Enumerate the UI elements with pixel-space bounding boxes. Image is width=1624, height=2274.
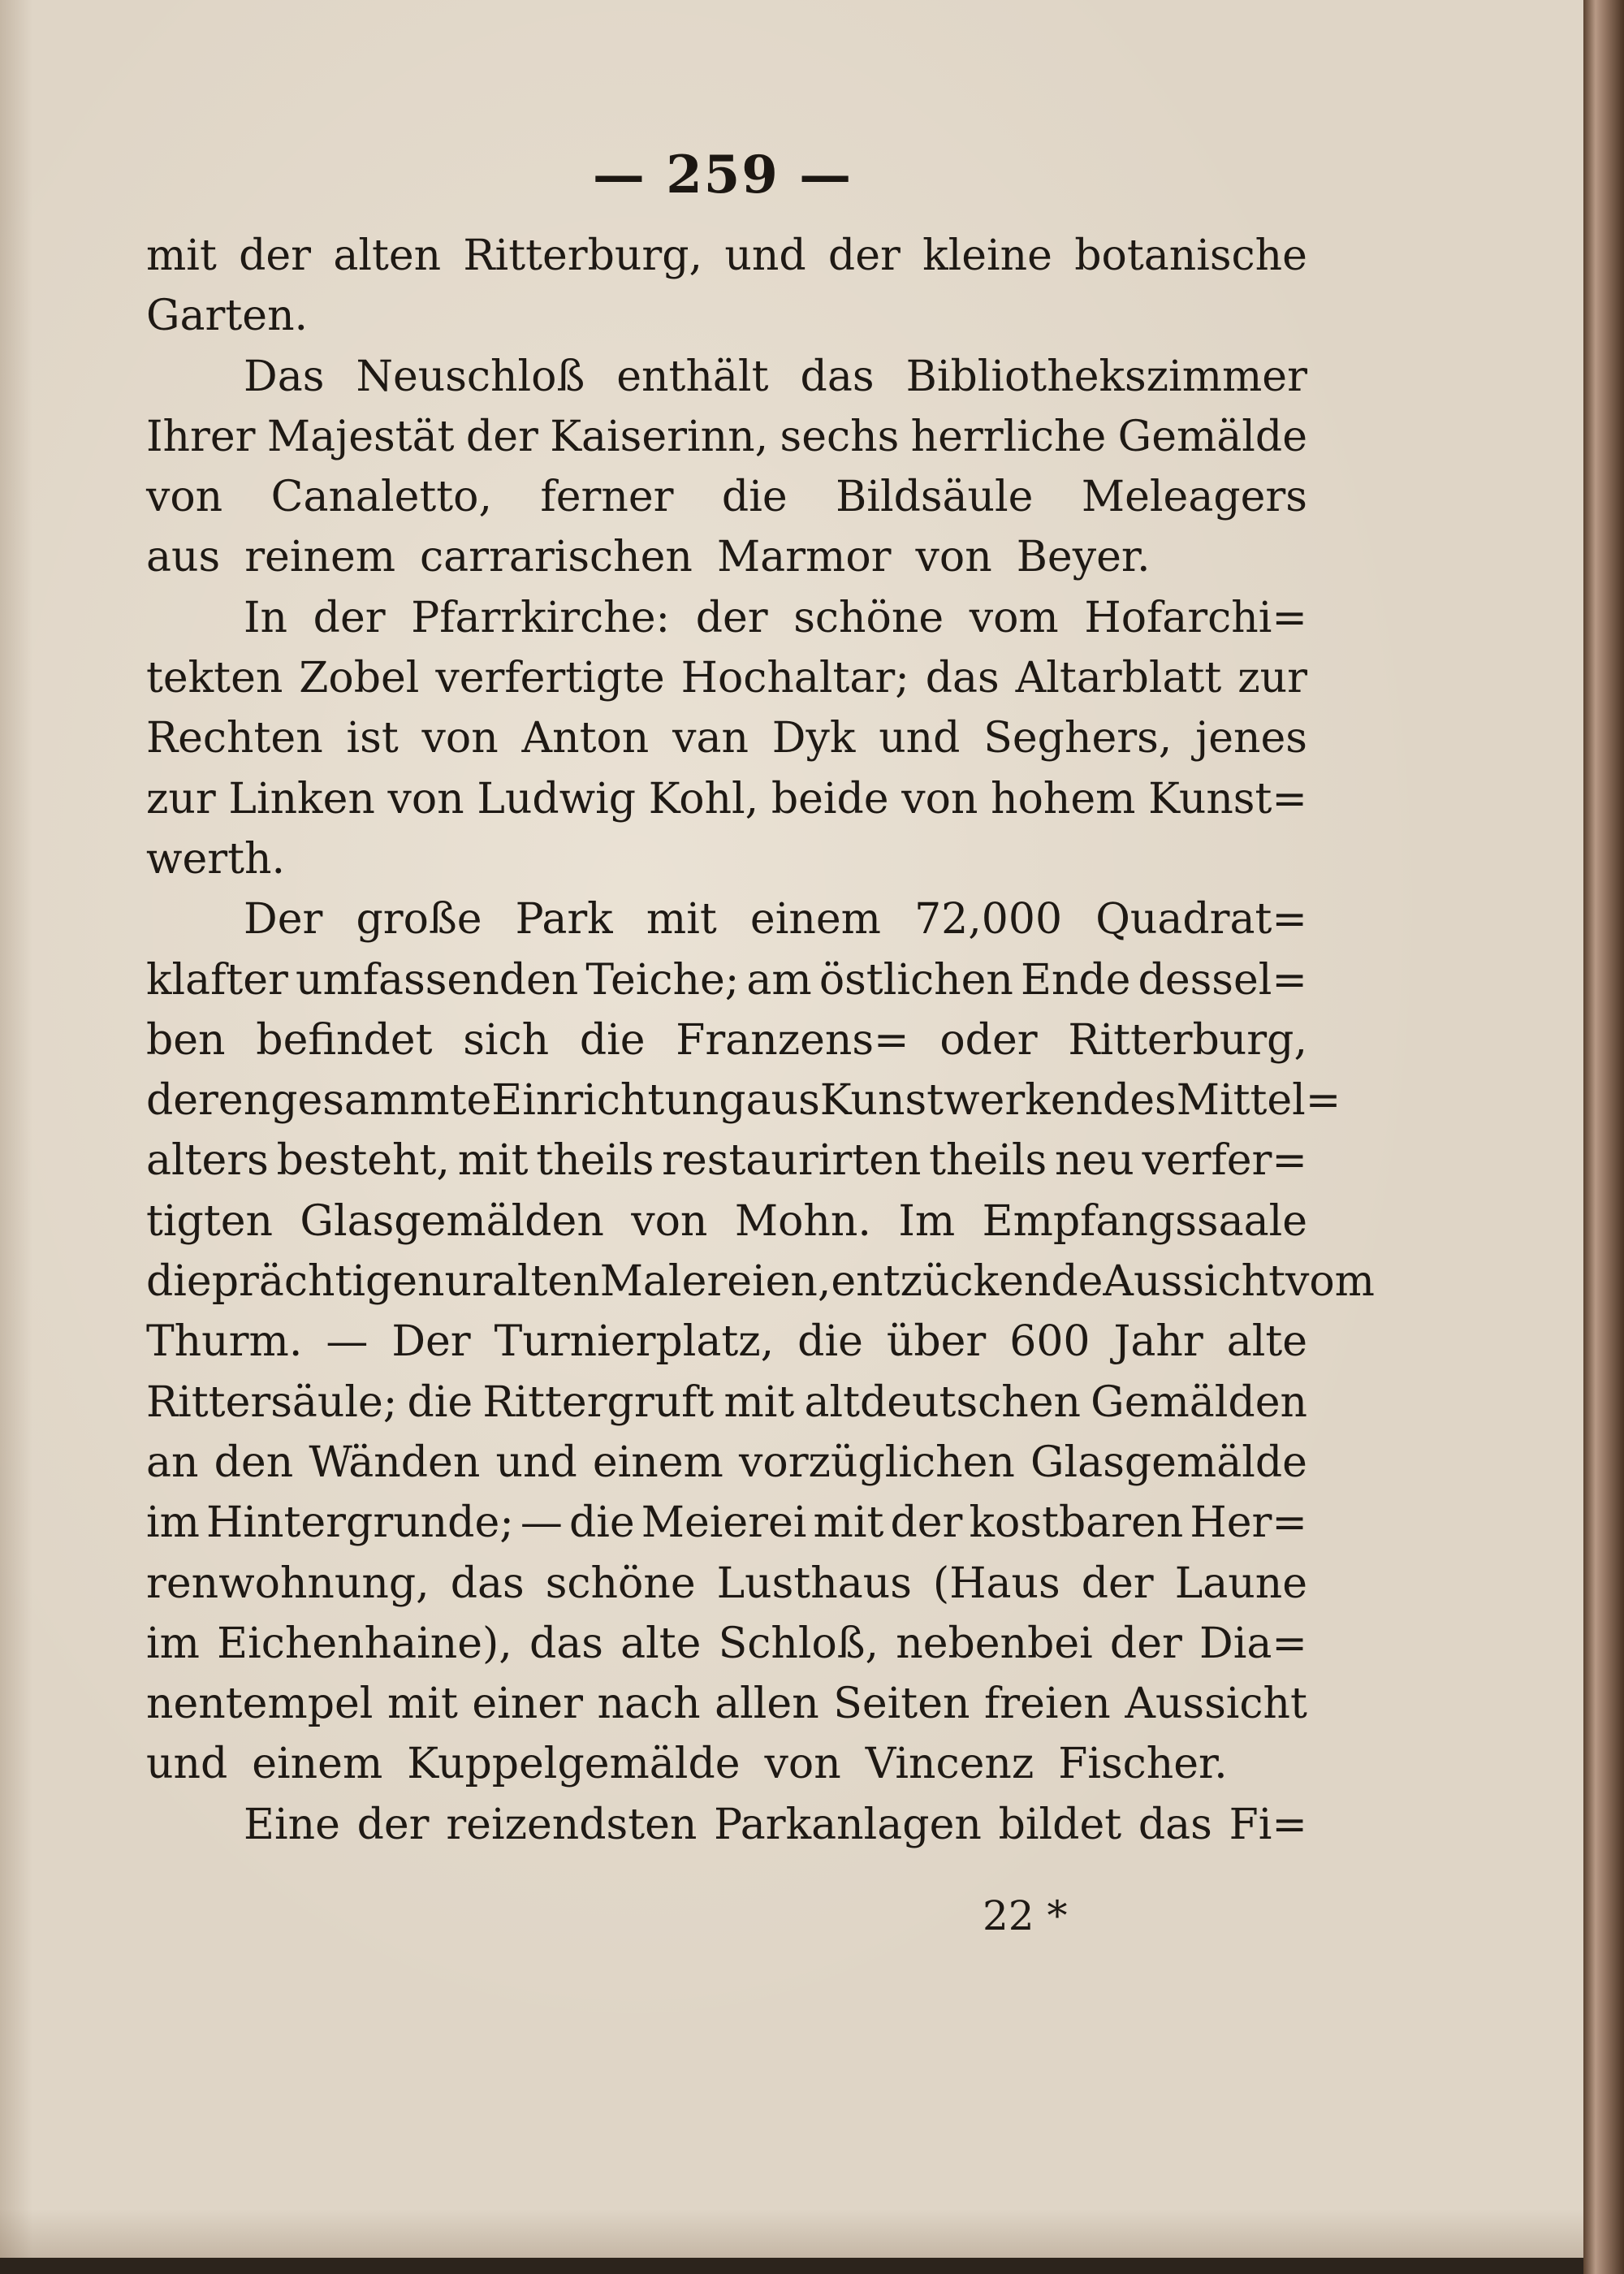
- word: das: [800, 352, 875, 401]
- word: carrarischen: [420, 533, 693, 582]
- word: Der: [391, 1317, 471, 1367]
- word: Franzens=: [676, 1015, 909, 1065]
- text-line: [146, 1252, 1375, 1312]
- page-edge: [1583, 0, 1624, 2274]
- word: Vincenz: [865, 1740, 1034, 1789]
- word: Beyer.: [1016, 533, 1151, 582]
- word: zur: [146, 774, 216, 824]
- word: das: [450, 1559, 525, 1608]
- word: 600: [1009, 1317, 1091, 1367]
- word: im: [146, 1498, 200, 1548]
- word: von: [915, 533, 992, 582]
- word: über: [886, 1317, 987, 1367]
- word: alters: [146, 1136, 269, 1186]
- word: restaurirten: [662, 1136, 922, 1186]
- text-line: [146, 467, 1307, 527]
- word: nach: [597, 1680, 701, 1729]
- word: im: [146, 1619, 200, 1668]
- text-line: [146, 648, 1307, 708]
- word: theils: [929, 1136, 1047, 1186]
- word: der: [239, 231, 312, 280]
- word: Mittel=: [1176, 1076, 1341, 1126]
- word: bildet: [998, 1800, 1122, 1849]
- word: von: [631, 1196, 708, 1246]
- text-line: [146, 1070, 1341, 1131]
- word: Dia=: [1199, 1619, 1307, 1668]
- word: Das: [244, 352, 325, 401]
- word: klafter: [146, 955, 288, 1005]
- word: sechs: [780, 412, 900, 461]
- word: jenes: [1195, 714, 1307, 763]
- word: Thurm.: [146, 1317, 303, 1367]
- word: vorzüglichen: [739, 1437, 1015, 1487]
- word: einem: [592, 1437, 723, 1487]
- word: die: [146, 1257, 212, 1307]
- body-text: [146, 226, 1375, 1855]
- word: alte: [620, 1619, 702, 1668]
- word: ferner: [540, 473, 674, 522]
- word: besteht,: [276, 1136, 450, 1186]
- word: das: [925, 654, 1000, 703]
- word: Garten.: [146, 292, 309, 341]
- word: von: [387, 774, 464, 824]
- word: nebenbei: [896, 1619, 1093, 1668]
- word: Rechten: [146, 714, 323, 763]
- word: neu: [1054, 1136, 1134, 1186]
- word: ben: [146, 1015, 226, 1065]
- word: vom: [969, 593, 1059, 642]
- word: die: [797, 1317, 863, 1367]
- word: mit: [146, 231, 217, 280]
- word: Ritterburg,: [463, 231, 703, 280]
- word: Canaletto,: [270, 473, 492, 522]
- word: Gemälden: [1091, 1377, 1307, 1427]
- word: an: [146, 1437, 199, 1487]
- word: das: [1138, 1800, 1212, 1849]
- word: und: [495, 1437, 577, 1487]
- word: Pfarrkirche:: [411, 593, 671, 642]
- text-line: [146, 1734, 1307, 1794]
- word: Empfangssaale: [982, 1196, 1307, 1246]
- word: und: [724, 231, 806, 280]
- signature-mark: 22 *: [983, 1892, 1068, 1939]
- word: Aussicht: [1103, 1257, 1285, 1307]
- word: —: [326, 1317, 369, 1367]
- word: Kunst=: [1148, 774, 1307, 824]
- word: vom: [1285, 1257, 1375, 1307]
- word: Linken: [228, 774, 375, 824]
- word: schöne: [793, 593, 944, 642]
- text-line: [146, 347, 1307, 407]
- word: Turnierplatz,: [494, 1317, 775, 1367]
- text-line: [146, 226, 1307, 286]
- word: Ritterburg,: [1068, 1015, 1307, 1065]
- word: Kuppelgemälde: [407, 1740, 741, 1789]
- word: von: [901, 774, 978, 824]
- word: der: [356, 1800, 430, 1849]
- text-line: [146, 407, 1307, 467]
- word: Kunstwerken: [819, 1076, 1103, 1126]
- text-line: [146, 1674, 1307, 1734]
- word: einem: [749, 895, 881, 945]
- word: Parkanlagen: [714, 1800, 982, 1849]
- word: ist: [346, 714, 399, 763]
- word: Im: [898, 1196, 956, 1246]
- word: große: [356, 895, 482, 945]
- word: theils: [536, 1136, 654, 1186]
- word: beide: [771, 774, 889, 824]
- word: Aussicht: [1125, 1680, 1307, 1729]
- word: verfertigte: [435, 654, 665, 703]
- word: deren: [146, 1076, 271, 1126]
- word: von: [764, 1740, 841, 1789]
- word: Seghers,: [983, 714, 1173, 763]
- word: Meleagers: [1081, 473, 1307, 522]
- word: werth.: [146, 834, 286, 884]
- word: Her=: [1190, 1498, 1307, 1548]
- text-line: [146, 829, 1307, 889]
- text-line: [146, 1795, 1307, 1855]
- word: von: [421, 714, 499, 763]
- word: Rittergruft: [482, 1377, 715, 1427]
- word: allen: [715, 1680, 819, 1729]
- word: Altarblatt: [1015, 654, 1222, 703]
- word: der: [465, 412, 538, 461]
- word: botanische: [1074, 231, 1307, 280]
- word: In: [244, 593, 288, 642]
- word: Hintergrunde;: [206, 1498, 514, 1548]
- word: Hochaltar;: [680, 654, 909, 703]
- text-line: [146, 769, 1307, 829]
- text-line: [146, 1373, 1307, 1433]
- word: das: [529, 1619, 603, 1668]
- word: einem: [252, 1740, 383, 1789]
- word: Ende: [1020, 955, 1131, 1005]
- word: Majestät: [266, 412, 455, 461]
- word: Lusthaus: [716, 1559, 912, 1608]
- word: van: [672, 714, 749, 763]
- text-line: [146, 1614, 1307, 1674]
- word: und: [879, 714, 961, 763]
- word: die: [721, 473, 788, 522]
- page-number: — 259 —: [592, 145, 853, 205]
- word: Fi=: [1229, 1800, 1307, 1849]
- word: von: [146, 473, 223, 522]
- word: mit: [387, 1680, 458, 1729]
- word: Kohl,: [648, 774, 759, 824]
- text-line: [146, 1493, 1307, 1553]
- word: gesammte: [270, 1076, 492, 1126]
- word: alte: [1226, 1317, 1307, 1367]
- word: der: [695, 593, 768, 642]
- text-line: [146, 1433, 1307, 1493]
- word: Eichenhaine),: [217, 1619, 512, 1668]
- word: den: [214, 1437, 294, 1487]
- word: der: [1081, 1559, 1154, 1608]
- word: Wänden: [309, 1437, 481, 1487]
- word: kleine: [922, 231, 1052, 280]
- word: Jahr: [1113, 1317, 1203, 1367]
- word: schöne: [545, 1559, 696, 1608]
- word: Gemälde: [1117, 412, 1307, 461]
- word: der: [890, 1498, 963, 1548]
- word: Quadrat=: [1095, 895, 1307, 945]
- word: dessel=: [1138, 955, 1307, 1005]
- text-line: [146, 588, 1307, 648]
- text-line: [146, 1312, 1307, 1372]
- word: befindet: [256, 1015, 433, 1065]
- word: Der: [244, 895, 323, 945]
- word: reinem: [244, 533, 396, 582]
- word: uralten: [444, 1257, 600, 1307]
- word: Fischer.: [1058, 1740, 1228, 1789]
- word: Malereien,: [599, 1257, 831, 1307]
- word: die: [407, 1377, 473, 1427]
- word: Ihrer: [146, 412, 256, 461]
- word: mit: [457, 1136, 529, 1186]
- word: die: [568, 1498, 635, 1548]
- word: oder: [939, 1015, 1038, 1065]
- text-line: [146, 286, 1307, 346]
- word: aus: [146, 533, 221, 582]
- word: Marmor: [716, 533, 892, 582]
- word: mit: [813, 1498, 884, 1548]
- word: Glasgemälde: [1030, 1437, 1307, 1487]
- word: östlichen: [818, 955, 1013, 1005]
- word: altdeutschen: [804, 1377, 1082, 1427]
- word: Schloß,: [718, 1619, 879, 1668]
- word: der: [827, 231, 901, 280]
- word: Laune: [1174, 1559, 1307, 1608]
- word: und: [146, 1740, 228, 1789]
- word: (Haus: [932, 1559, 1060, 1608]
- word: mit: [723, 1377, 795, 1427]
- word: Anton: [521, 714, 650, 763]
- word: herrliche: [910, 412, 1107, 461]
- word: Bildsäule: [836, 473, 1034, 522]
- word: Park: [515, 895, 613, 945]
- word: Mohn.: [734, 1196, 871, 1246]
- word: entzückende: [831, 1257, 1104, 1307]
- word: Hofarchi=: [1084, 593, 1307, 642]
- word: Teiche;: [585, 955, 740, 1005]
- word: zur: [1237, 654, 1307, 703]
- word: Zobel: [299, 654, 420, 703]
- text-line: [146, 1554, 1307, 1614]
- text-line: [146, 1131, 1307, 1191]
- word: Dyk: [771, 714, 856, 763]
- word: Meierei: [641, 1498, 807, 1548]
- word: Bibliothekszimmer: [905, 352, 1307, 401]
- word: einer: [472, 1680, 583, 1729]
- word: alten: [333, 231, 442, 280]
- word: nentempel: [146, 1680, 374, 1729]
- word: mit: [646, 895, 717, 945]
- word: die: [579, 1015, 646, 1065]
- word: hohem: [991, 774, 1136, 824]
- word: Rittersäule;: [146, 1377, 398, 1427]
- word: sich: [463, 1015, 550, 1065]
- word: freien: [984, 1680, 1111, 1729]
- text-line: [146, 1191, 1307, 1252]
- text-line: [146, 527, 1307, 587]
- word: —: [520, 1498, 563, 1548]
- text-line: [146, 1010, 1307, 1070]
- word: tekten: [146, 654, 283, 703]
- text-line: [146, 708, 1307, 768]
- word: renwohnung,: [146, 1559, 430, 1608]
- word: Kaiserinn,: [550, 412, 769, 461]
- word: umfassenden: [296, 955, 579, 1005]
- word: Seiten: [833, 1680, 970, 1729]
- word: Eine: [244, 1800, 340, 1849]
- word: 72,000: [914, 895, 1063, 945]
- word: prächtigen: [211, 1257, 445, 1307]
- word: enthält: [616, 352, 769, 401]
- word: Einrichtung: [491, 1076, 746, 1126]
- word: reizendsten: [446, 1800, 698, 1849]
- word: kostbaren: [969, 1498, 1184, 1548]
- word: verfer=: [1142, 1136, 1307, 1186]
- word: Glasgemälden: [300, 1196, 604, 1246]
- word: tigten: [146, 1196, 273, 1246]
- text-line: [146, 950, 1307, 1010]
- word: am: [746, 955, 812, 1005]
- word: der: [1109, 1619, 1182, 1668]
- word: Neuschloß: [356, 352, 585, 401]
- word: des: [1102, 1076, 1177, 1126]
- word: aus: [745, 1076, 820, 1126]
- word: der: [313, 593, 386, 642]
- text-line: [146, 889, 1307, 949]
- word: Ludwig: [477, 774, 637, 824]
